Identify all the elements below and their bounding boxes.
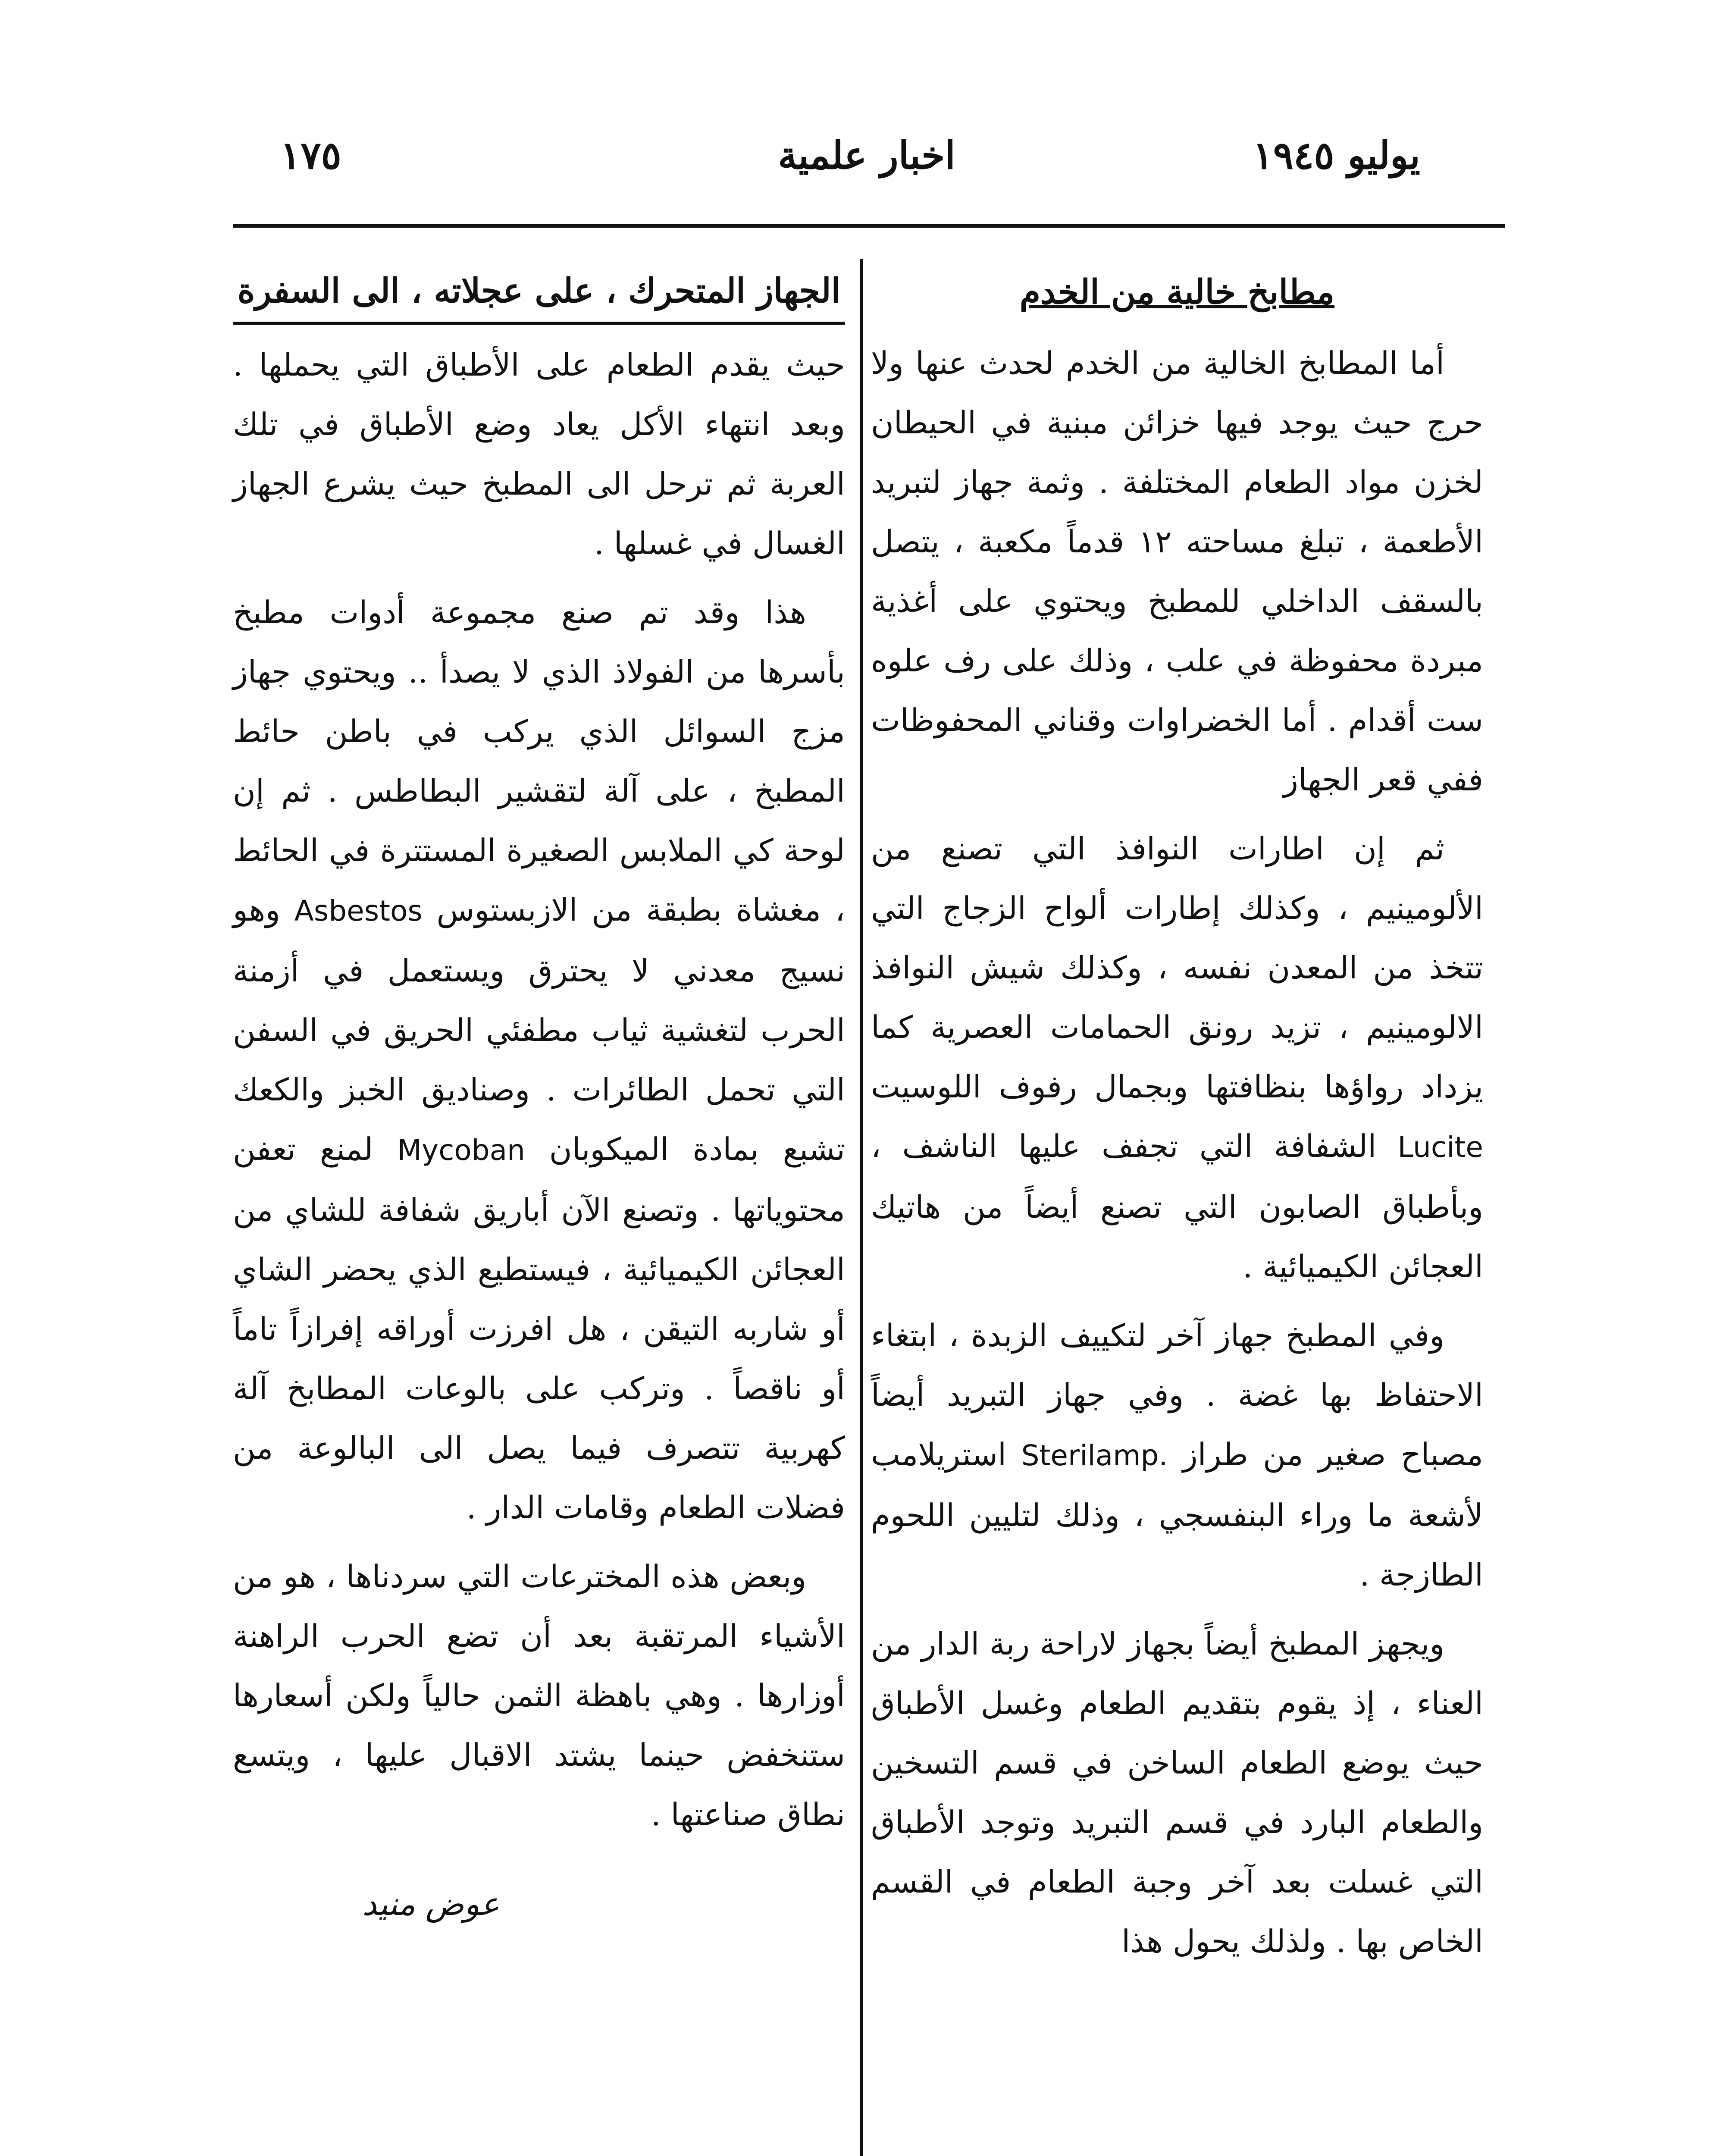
paragraph bbox=[871, 819, 1483, 1296]
latin-term-asbestos: Asbestos bbox=[294, 894, 423, 928]
paragraph: حيث يقدم الطعام على الأطباق التي يحملها . وبعد انتهاء الأكل يعاد وضع الأطباق في تلك العربة ثم ترحل الى المطبخ حيث يشرع الجهاز الغسال في غسلها . bbox=[233, 347, 845, 561]
article-title-kitchens: مطابخ خالية من الخدم bbox=[1019, 273, 1335, 312]
paragraph: أما المطابخ الخالية من الخدم لحدث عنها ولا حرج حيث يوجد فيها خزائن مبنية في الحيطان لخزن مواد الطعام المختلفة . وثمة جهاز لتبريد الأطعمة ، تبلغ مساحته ١٢ قدماً مكعبة ، يتصل بالسقف الداخلي للمطبخ ويحتوي على أغذية مبردة محفوظة في علب ، وذلك على رف علوه ست أقدام . أما الخضراوات وقناني المحفوظات ففي قعر الجهاز bbox=[871, 345, 1484, 798]
paragraph-text: وفي المطبخ جهاز آخر لتكييف الزبدة ، ابتغاء الاحتفاظ بها غضة . وفي جهاز التبريد أيضاً مصباح صغير من طراز bbox=[871, 1317, 1483, 1473]
paragraph-text: لمنع تعفن محتوياتها . وتصنع الآن أباريق شفافة للشاي من العجائن الكيميائية ، فيستطيع الذي يحضر الشاي أو شاربه التيقن ، هل افرزت أوراقه إفرازاً تاماً أو ناقصاً . وتركب على بالوعات المطابخ آلة كهربية تتصرف فيما يصل الى البالوعة من فضلات الطعام وقامات الدار . bbox=[233, 1131, 845, 1526]
paragraph: ويجهز المطبخ أيضاً بجهاز لاراحة ربة الدار من العناء ، إذ يقوم بتقديم الطعام وغسل الأطباق حيث يوضع الطعام الساخن في قسم التسخين والطعام البارد في قسم التبريد وتوجد الأطباق التي غسلت بعد آخر وجبة الطعام في القسم الخاص بها . ولذلك يحول هذا bbox=[871, 1626, 1483, 1959]
header-page-number: ١٧٥ bbox=[280, 133, 341, 178]
article-title-serving-cart: الجهاز المتحرك ، على عجلاته ، الى السفرة bbox=[233, 263, 845, 325]
paragraph-text: الشفافة التي تجفف عليها الناشف ، وبأطباق الصابون التي تصنع أيضاً من هاتيك العجائن الكيميائية . bbox=[871, 1128, 1483, 1285]
latin-term-sterilamp: Sterilamp. bbox=[1021, 1439, 1168, 1472]
paragraph-text: ثم إن اطارات النوافذ التي تصنع من الألومينيم ، وكذلك إطارات ألواح الزجاج التي تتخذ من المعدن نفسه ، وكذلك شيش النوافذ الالومينيم ، تزيد رونق الحمامات العصرية كما يزداد رواؤها بنظافتها وبجمال رفوف اللوسيت bbox=[871, 830, 1484, 1105]
paragraph bbox=[871, 1306, 1483, 1604]
paragraph-text: وهو نسيج معدني لا يحترق ويستعمل في أزمنة الحرب لتغشية ثياب مطفئي الحريق في السفن التي تحمل الطائرات . وصناديق الخبز والكعك تشبع بمادة الميكوبان bbox=[233, 892, 845, 1167]
paragraph: وبعض هذه المخترعات التي سردناها ، هو من الأشياء المرتقبة بعد أن تضع الحرب الراهنة أوزارها . وهي باهظة الثمن حالياً ولكن أسعارها ستنخفض حينما يشتد الاقبال عليها ، ويتسع نطاق صناعتها . bbox=[233, 1558, 846, 1833]
header-section-title: اخبار علمية bbox=[778, 133, 955, 178]
header-rule bbox=[233, 224, 1505, 228]
header-date: يوليو ١٩٤٥ bbox=[1253, 133, 1420, 178]
paragraph-text: هذا وقد تم صنع مجموعة أدوات مطبخ بأسرها من الفولاذ الذي لا يصدأ .. ويحتوي جهاز مزج السوائل الذي يركب في باطن حائط المطبخ ، على آلة لتقشير البطاطس . ثم إن لوحة كي الملابس الصغيرة المستترة في الحائط ، مغشاة بطبقة من الازبستوس bbox=[233, 594, 845, 928]
paragraph bbox=[233, 583, 845, 1537]
left-column bbox=[233, 263, 845, 1934]
paragraph-text: استريلامب لأشعة ما وراء البنفسجي ، وذلك لتليين اللحوم الطازجة . bbox=[871, 1436, 1483, 1593]
latin-term-lucite: Lucite bbox=[1397, 1131, 1483, 1164]
author-signature: عوض منيد bbox=[362, 1886, 500, 1923]
right-column bbox=[871, 263, 1483, 1971]
column-divider bbox=[860, 259, 863, 2156]
latin-term-mycoban: Mycoban bbox=[397, 1134, 525, 1167]
